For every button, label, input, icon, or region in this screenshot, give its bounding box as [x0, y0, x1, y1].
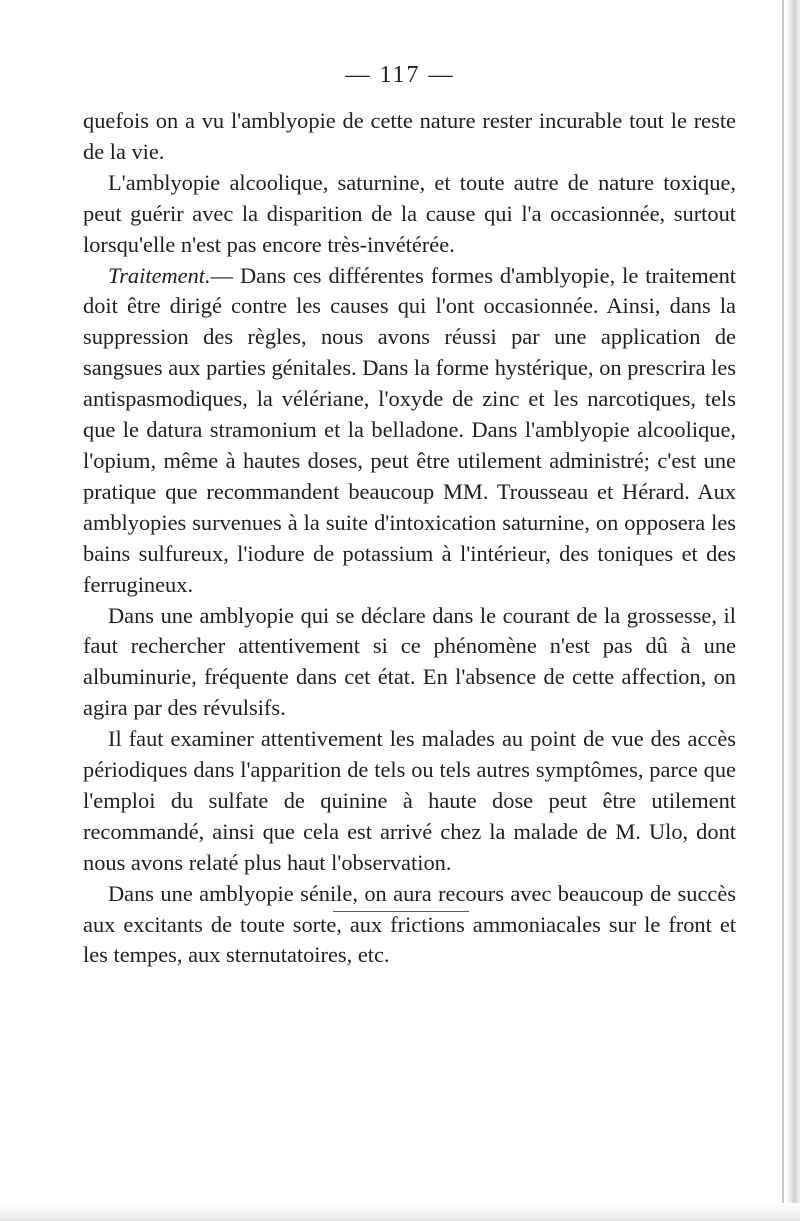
main-text-block: [83, 106, 736, 971]
page-bottom-edge-shadow: [0, 1203, 800, 1221]
paragraph-3: [83, 261, 736, 601]
section-divider-rule: [333, 911, 469, 912]
paragraph-2: L'amblyopie alcoolique, saturnine, et toute autre de nature toxique, peut guérir avec la disparition de la cause qui l'a occasionnée, surtout lorsqu'elle n'est pas encore très-invétérée.: [83, 169, 736, 257]
paragraph-3-body: — Dans ces différentes formes d'amblyopie, le traitement doit être dirigé contre les causes qui l'ont occasionnée. Ainsi, dans la suppression des règles, nous avons réussi par une application de sangsues aux parties génitales. Dans la forme hystérique, on prescrira les antispasmodiques, la vélériane, l'oxyde de zinc et les narcotiques, tels que le datura stramonium et la belladone. Dans l'amblyopie alcoolique, l'opium, même à hautes doses, peut être utilement administré; c'est une pratique que recommandent beaucoup MM. Trousseau et Hérard. Aux amblyopies survenues à la suite d'intoxication saturnine, on opposera les bains sulfureux, l'iodure de potassium à l'intérieur, des toniques et des ferrugineux.: [83, 262, 736, 597]
paragraph-5: Il faut examiner attentivement les malades au point de vue des accès périodiques dans l'apparition de tels ou tels autres symptômes, parce que l'emploi du sulfate de quinine à haute dose peut être utilement recommandé, ainsi que cela est arrivé chez la malade de M. Ulo, dont nous avons relaté plus haut l'observation.: [83, 726, 736, 875]
page-right-edge-shadow: [786, 0, 800, 1221]
page-right-edge-line: [782, 0, 784, 1210]
paragraph-4: Dans une amblyopie qui se déclare dans le courant de la grossesse, il faut rechercher attentivement si ce phénomène n'est pas dû à une albuminurie, fréquente dans cet état. En l'absence de cette affection, on agira par des révulsifs.: [83, 602, 736, 721]
section-heading-traitement: Traitement.: [108, 262, 211, 288]
paragraph-6: Dans une amblyopie sénile, on aura recours avec beaucoup de succès aux excitants de toute sorte, aux frictions ammoniacales sur le front et les tempes, aux sternutatoires, etc.: [83, 880, 736, 968]
page-number: — 117 —: [345, 62, 455, 88]
paragraph-1: quefois on a vu l'amblyopie de cette nature rester incurable tout le reste de la vie.: [83, 108, 736, 164]
